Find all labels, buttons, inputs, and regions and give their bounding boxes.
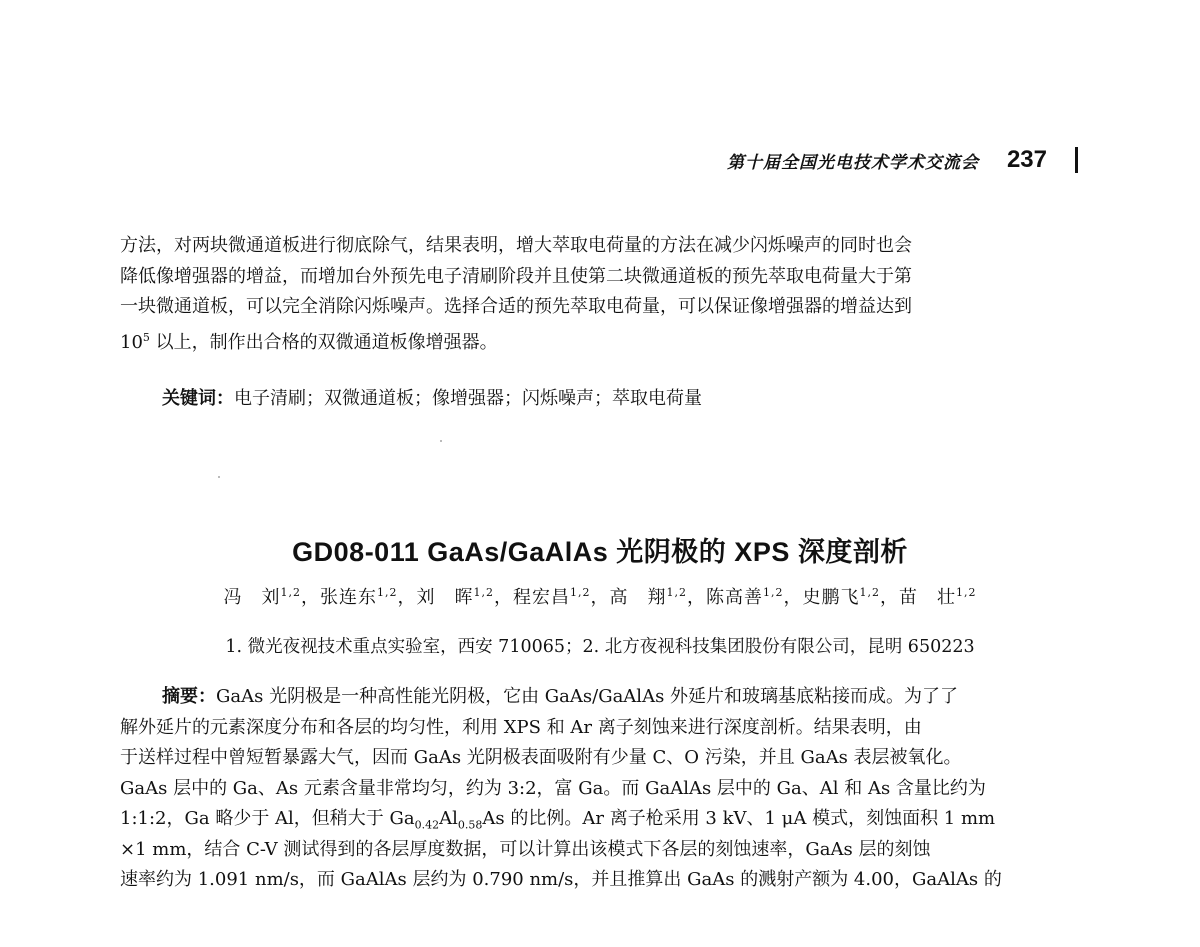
- header-rule: [1075, 147, 1078, 173]
- author: 陈高善$^{1,2}$: [706, 586, 784, 608]
- abstract-paragraph: [120, 682, 1082, 896]
- abstract-line: ×1 mm，结合 C-V 测试得到的各层厚度数据，可以计算出该模式下各层的刻蚀速率，GaAs 层的刻蚀: [120, 838, 931, 860]
- abstract-line: 1:1:2，Ga 略少于 Al，但稍大于 $Ga_{0.42}Al_{0.58}As$ 的比例。Ar 离子枪采用 3 kV、1 μA 模式，刻蚀面积 1 mm: [120, 808, 996, 832]
- power-base: 10: [120, 331, 143, 353]
- page-number: 237: [1006, 146, 1047, 173]
- author-list: 冯 刘$^{1,2}$，张连东$^{1,2}$，刘 晖$^{1,2}$，程宏昌$^{1,2}$，高 翔$^{1,2}$，陈高善$^{1,2}$，史鹏飞$^{1,2}$，苗 壮$^{1,2}$: [223, 586, 977, 608]
- intro-line-rest: 以上，制作出合格的双微通道板像增强器。: [149, 331, 498, 353]
- author: 高 翔$^{1,2}$: [609, 586, 687, 608]
- scan-speck: [440, 440, 442, 442]
- author: 苗 壮$^{1,2}$: [899, 586, 977, 608]
- conference-title: 第十届全国光电技术学术交流会: [726, 152, 979, 173]
- abstract-line: 于送样过程中曾短暂暴露大气，因而 GaAs 光阴极表面吸附有少量 C、O 污染，并且 GaAs 表层被氧化。: [120, 747, 962, 768]
- author: 史鹏飞$^{1,2}$: [802, 586, 880, 608]
- intro-paragraph: [120, 231, 1082, 353]
- abstract-line: 解外延片的元素深度分布和各层的均匀性，利用 XPS 和 Ar 离子刻蚀来进行深度剖析。结果表明，由: [120, 716, 922, 738]
- keywords-label: 关键词：: [162, 388, 234, 409]
- author: 刘 晖$^{1,2}$: [416, 586, 494, 608]
- intro-line: 一块微通道板，可以完全消除闪烁噪声。选择合适的预先萃取电荷量，可以保证像增强器的增益达到: [120, 296, 912, 317]
- intro-line: 方法，对两块微通道板进行彻底除气，结果表明，增大萃取电荷量的方法在减少闪烁噪声的同时也会: [120, 235, 912, 256]
- keywords-text: 电子清刷；双微通道板；像增强器；闪烁噪声；萃取电荷量: [234, 388, 702, 409]
- author: 程宏昌$^{1,2}$: [513, 586, 591, 608]
- abstract-line: 速率约为 1.091 nm/s，而 GaAlAs 层约为 0.790 nm/s，并且推算出 GaAs 的溅射产额为 4.00，GaAlAs 的: [120, 869, 1002, 890]
- intro-line: 降低像增强器的增益，而增加台外预先电子清刷阶段并且使第二块微通道板的预先萃取电荷量大于第: [120, 265, 912, 287]
- article-title: GD08-011 GaAs/GaAlAs 光阴极的 XPS 深度剖析: [292, 537, 908, 567]
- author: 冯 刘$^{1,2}$: [223, 586, 301, 608]
- abstract-label: 摘要：: [162, 686, 216, 707]
- abstract-line: GaAs 层中的 Ga、As 元素含量非常均匀，约为 3:2，富 Ga。而 GaAlAs 层中的 Ga、Al 和 As 含量比约为: [120, 777, 986, 799]
- power-exponent: 5: [142, 330, 150, 344]
- author: 张连东$^{1,2}$: [320, 586, 398, 608]
- running-header: [727, 146, 1078, 174]
- abstract-line: 摘要：GaAs 光阴极是一种高性能光阴极，它由 GaAs/GaAlAs 外延片和玻璃基底粘接而成。为了了: [162, 686, 959, 707]
- keywords: [162, 384, 702, 410]
- affiliations: 1. 微光夜视技术重点实验室，西安 710065；2. 北方夜视科技集团股份有限公司，昆明 650223: [225, 637, 975, 657]
- intro-line-last: [120, 323, 1082, 354]
- scan-speck: [218, 476, 220, 478]
